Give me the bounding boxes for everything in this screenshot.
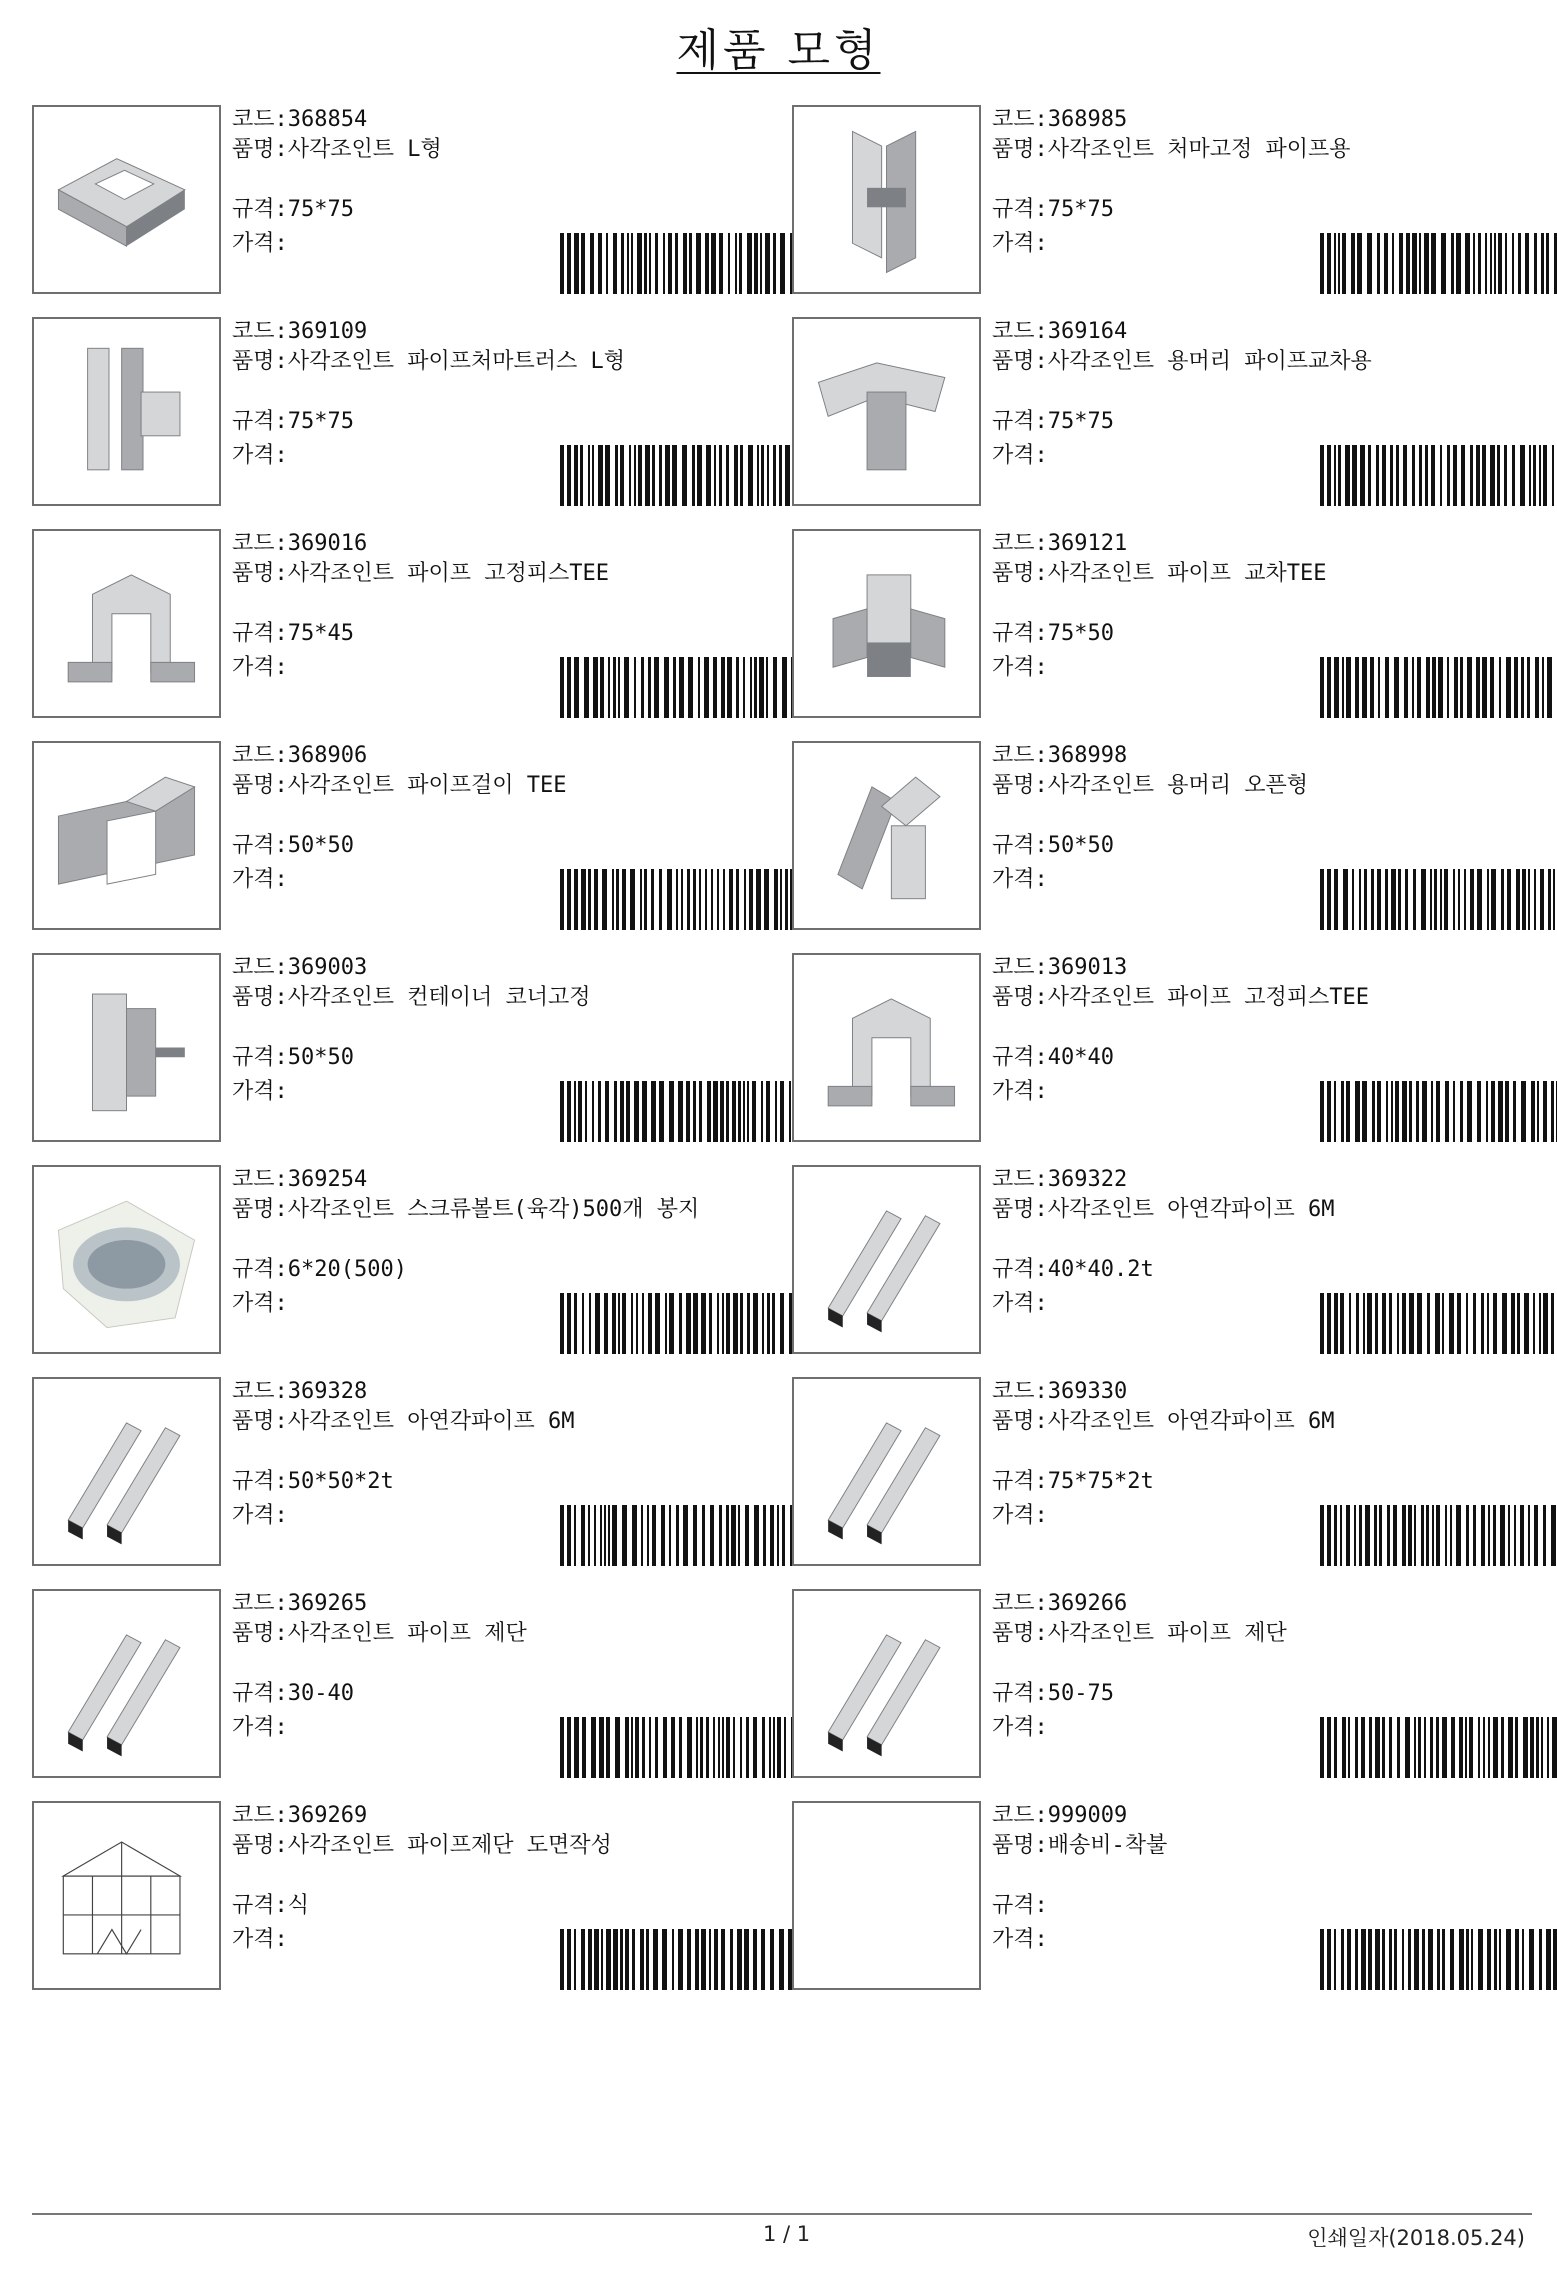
product-image — [792, 105, 981, 294]
product-info — [232, 1377, 787, 1566]
product-info — [232, 1801, 787, 1990]
price-line — [992, 441, 1048, 471]
product-info — [992, 1589, 1547, 1778]
product-card — [792, 105, 1532, 317]
price-line — [992, 229, 1048, 259]
product-name: 사각조인트 아연각파이프 6M — [287, 1409, 575, 1434]
code-line — [992, 1377, 1127, 1407]
name-line — [992, 1407, 1335, 1437]
product-card — [792, 741, 1532, 953]
product-code: 369254 — [287, 1167, 368, 1192]
name-line — [232, 347, 625, 377]
barcode — [1320, 1717, 1557, 1778]
product-card — [32, 741, 792, 953]
product-name: 사각조인트 처마고정 파이프용 — [1047, 137, 1351, 162]
square-pipe-icon — [39, 1384, 214, 1559]
product-card — [32, 1589, 792, 1801]
product-spec: 40*40 — [1047, 1045, 1114, 1070]
product-code: 368985 — [1047, 107, 1128, 132]
product-card — [32, 1377, 792, 1589]
print-date: 인쇄일자(2018.05.24) — [1307, 2226, 1525, 2250]
code-label: 코드: — [232, 531, 288, 556]
name-label: 품명: — [232, 1197, 288, 1222]
spec-line — [992, 1467, 1154, 1497]
price-label: 가격: — [992, 443, 1048, 468]
code-line — [992, 1801, 1127, 1831]
product-image — [792, 1589, 981, 1778]
square-pipe-icon — [39, 1596, 214, 1771]
code-label: 코드: — [232, 955, 288, 980]
name-label: 품명: — [232, 1409, 288, 1434]
barcode — [560, 657, 810, 718]
spec-line — [992, 407, 1114, 437]
spec-label: 규격: — [232, 197, 288, 222]
product-code: 368906 — [287, 743, 368, 768]
name-line — [992, 1195, 1335, 1225]
price-label: 가격: — [992, 867, 1048, 892]
spec-label: 규격: — [992, 1257, 1048, 1282]
spec-line — [232, 831, 354, 861]
l-bracket-icon — [39, 324, 214, 499]
code-line — [232, 1801, 367, 1831]
name-line — [232, 1831, 612, 1861]
price-line — [232, 229, 288, 259]
square-pipe-icon — [799, 1384, 974, 1559]
barcode — [1320, 233, 1557, 294]
price-line — [992, 1713, 1048, 1743]
name-label: 품명: — [992, 349, 1048, 374]
code-label: 코드: — [992, 743, 1048, 768]
product-card — [792, 1801, 1532, 2013]
product-name: 사각조인트 파이프 교차TEE — [1047, 561, 1327, 586]
page-number: 1 / 1 — [763, 2222, 811, 2246]
product-code: 368998 — [1047, 743, 1128, 768]
name-line — [992, 559, 1327, 589]
code-line — [232, 1165, 367, 1195]
spec-line — [992, 1891, 1048, 1921]
product-name: 사각조인트 파이프제단 도면작성 — [287, 1833, 612, 1858]
spec-line — [992, 1255, 1154, 1285]
name-label: 품명: — [232, 1621, 288, 1646]
product-spec: 75*75 — [287, 197, 354, 222]
price-line — [232, 441, 288, 471]
product-spec: 75*45 — [287, 621, 354, 646]
open-ridge-icon — [799, 748, 974, 923]
product-card — [792, 1165, 1532, 1377]
spec-label: 규격: — [992, 621, 1048, 646]
spec-line — [232, 1467, 394, 1497]
product-name: 배송비-착불 — [1047, 1833, 1168, 1858]
price-line — [992, 653, 1048, 683]
spec-line — [232, 407, 354, 437]
price-line — [232, 1925, 288, 1955]
barcode — [1320, 1505, 1557, 1566]
product-info — [232, 1589, 787, 1778]
spec-line — [992, 1679, 1114, 1709]
name-label: 품명: — [232, 773, 288, 798]
code-label: 코드: — [232, 319, 288, 344]
screw-bag-icon — [39, 1172, 214, 1347]
barcode — [560, 233, 810, 294]
spec-label: 규격: — [992, 833, 1048, 858]
name-label: 품명: — [992, 137, 1048, 162]
cross-tee-icon — [799, 536, 974, 711]
barcode — [560, 869, 810, 930]
product-name: 사각조인트 스크류볼트(육각)500개 봉지 — [287, 1197, 700, 1222]
code-label: 코드: — [232, 1591, 288, 1616]
spec-line — [992, 1043, 1114, 1073]
price-label: 가격: — [232, 231, 288, 256]
product-card — [32, 1165, 792, 1377]
product-image — [792, 741, 981, 930]
product-name: 사각조인트 파이프 제단 — [1047, 1621, 1287, 1646]
name-label: 품명: — [992, 1833, 1048, 1858]
name-line — [232, 135, 442, 165]
barcode — [1320, 869, 1557, 930]
code-line — [232, 105, 367, 135]
barcode — [560, 1929, 810, 1990]
product-name: 사각조인트 용머리 파이프교차용 — [1047, 349, 1372, 374]
product-image — [32, 1801, 221, 1990]
product-image — [32, 1377, 221, 1566]
barcode — [560, 1717, 810, 1778]
product-code: 369328 — [287, 1379, 368, 1404]
product-card — [792, 529, 1532, 741]
product-card — [792, 1377, 1532, 1589]
product-info — [232, 105, 787, 294]
price-line — [992, 1289, 1048, 1319]
spec-label: 규격: — [992, 1681, 1048, 1706]
code-label: 코드: — [992, 319, 1048, 344]
code-label: 코드: — [992, 1379, 1048, 1404]
spec-line — [232, 1679, 354, 1709]
name-line — [232, 983, 591, 1013]
product-code: 369013 — [1047, 955, 1128, 980]
product-code: 369265 — [287, 1591, 368, 1616]
product-name: 사각조인트 파이프 고정피스TEE — [1047, 985, 1370, 1010]
name-line — [992, 135, 1351, 165]
product-info — [992, 317, 1547, 506]
code-line — [992, 1589, 1127, 1619]
code-label: 코드: — [992, 955, 1048, 980]
spec-line — [232, 1043, 354, 1073]
product-image — [32, 317, 221, 506]
product-name: 사각조인트 파이프 제단 — [287, 1621, 527, 1646]
u-bracket-icon — [39, 536, 214, 711]
page-title: 제품 모형 — [676, 25, 881, 76]
code-line — [232, 529, 367, 559]
product-spec: 식 — [287, 1893, 310, 1918]
product-info — [992, 1801, 1547, 1990]
price-line — [232, 1501, 288, 1531]
price-label: 가격: — [232, 1715, 288, 1740]
spec-label: 규격: — [232, 1681, 288, 1706]
spec-label: 규격: — [992, 409, 1048, 434]
product-image — [792, 1377, 981, 1566]
name-label: 품명: — [992, 985, 1048, 1010]
name-label: 품명: — [992, 773, 1048, 798]
spec-label: 규격: — [992, 1893, 1048, 1918]
product-card — [32, 317, 792, 529]
product-info — [232, 741, 787, 930]
saddle-bracket-icon — [39, 748, 214, 923]
product-info — [992, 741, 1547, 930]
price-line — [992, 1077, 1048, 1107]
product-code: 369322 — [1047, 1167, 1128, 1192]
name-label: 품명: — [232, 985, 288, 1010]
frame-drawing-icon — [39, 1808, 214, 1983]
code-label: 코드: — [992, 107, 1048, 132]
product-spec: 75*75*2t — [1047, 1469, 1154, 1494]
product-spec: 50*50 — [287, 1045, 354, 1070]
product-card — [792, 953, 1532, 1165]
code-line — [232, 741, 367, 771]
product-spec: 30-40 — [287, 1681, 354, 1706]
product-code: 369164 — [1047, 319, 1128, 344]
name-line — [992, 771, 1308, 801]
price-line — [992, 1925, 1048, 1955]
spec-label: 규격: — [232, 1257, 288, 1282]
code-label: 코드: — [992, 531, 1048, 556]
name-line — [992, 347, 1372, 377]
product-name: 사각조인트 파이프걸이 TEE — [287, 773, 567, 798]
corner-bracket-icon — [39, 960, 214, 1135]
code-line — [232, 1377, 367, 1407]
code-line — [232, 317, 367, 347]
product-info — [992, 1165, 1547, 1354]
name-line — [232, 1619, 527, 1649]
price-label: 가격: — [992, 231, 1048, 256]
code-line — [232, 1589, 367, 1619]
product-code: 368854 — [287, 107, 368, 132]
price-label: 가격: — [232, 1079, 288, 1104]
spec-label: 규격: — [232, 1893, 288, 1918]
product-image — [792, 953, 981, 1142]
product-image — [792, 1165, 981, 1354]
empty-thumbnail — [799, 1808, 974, 1983]
product-spec: 75*50 — [1047, 621, 1114, 646]
code-line — [992, 529, 1127, 559]
product-image — [792, 317, 981, 506]
code-label: 코드: — [992, 1167, 1048, 1192]
barcode — [560, 1081, 810, 1142]
u-bracket-icon — [799, 960, 974, 1135]
spec-line — [232, 619, 354, 649]
name-line — [992, 1831, 1167, 1861]
name-line — [232, 771, 567, 801]
product-spec: 75*75 — [287, 409, 354, 434]
price-label: 가격: — [232, 1927, 288, 1952]
product-image — [32, 1589, 221, 1778]
spec-line — [232, 1255, 407, 1285]
code-label: 코드: — [232, 1379, 288, 1404]
name-label: 품명: — [992, 1621, 1048, 1646]
product-spec: 40*40.2t — [1047, 1257, 1154, 1282]
price-line — [232, 865, 288, 895]
code-line — [992, 741, 1127, 771]
product-card — [32, 1801, 792, 2013]
product-code: 369266 — [1047, 1591, 1128, 1616]
name-label: 품명: — [992, 1409, 1048, 1434]
product-card — [32, 105, 792, 317]
product-info — [232, 317, 787, 506]
product-image — [32, 529, 221, 718]
product-name: 사각조인트 용머리 오픈형 — [1047, 773, 1309, 798]
code-line — [992, 317, 1127, 347]
barcode — [560, 445, 810, 506]
product-image — [32, 105, 221, 294]
spec-line — [232, 195, 354, 225]
product-code: 369269 — [287, 1803, 368, 1828]
name-label: 품명: — [232, 561, 288, 586]
product-card — [792, 1589, 1532, 1801]
spec-label: 규격: — [232, 833, 288, 858]
name-label: 품명: — [992, 1197, 1048, 1222]
product-spec: 50-75 — [1047, 1681, 1114, 1706]
spec-line — [992, 831, 1114, 861]
price-line — [232, 1713, 288, 1743]
product-spec: 50*50*2t — [287, 1469, 394, 1494]
product-spec: 75*75 — [1047, 197, 1114, 222]
price-label: 가격: — [232, 443, 288, 468]
name-label: 품명: — [232, 349, 288, 374]
product-card — [792, 317, 1532, 529]
product-spec: 50*50 — [1047, 833, 1114, 858]
spec-label: 규격: — [232, 621, 288, 646]
code-label: 코드: — [232, 1167, 288, 1192]
product-spec: 75*75 — [1047, 409, 1114, 434]
product-code: 369121 — [1047, 531, 1128, 556]
product-name: 사각조인트 파이프 고정피스TEE — [287, 561, 610, 586]
price-label: 가격: — [992, 1503, 1048, 1528]
spec-label: 규격: — [992, 197, 1048, 222]
price-label: 가격: — [992, 655, 1048, 680]
barcode — [1320, 1929, 1557, 1990]
square-pipe-icon — [799, 1172, 974, 1347]
product-image — [792, 529, 981, 718]
product-spec: 6*20(500) — [287, 1257, 407, 1282]
barcode — [1320, 445, 1557, 506]
spec-line — [992, 195, 1114, 225]
product-info — [992, 953, 1547, 1142]
spec-label: 규격: — [992, 1045, 1048, 1070]
product-code: 369330 — [1047, 1379, 1128, 1404]
product-code: 369003 — [287, 955, 368, 980]
h-bracket-icon — [799, 112, 974, 287]
price-label: 가격: — [992, 1715, 1048, 1740]
code-label: 코드: — [232, 107, 288, 132]
barcode — [560, 1505, 810, 1566]
square-joint-l-icon — [39, 112, 214, 287]
product-info — [992, 529, 1547, 718]
price-label: 가격: — [992, 1079, 1048, 1104]
product-name: 사각조인트 아연각파이프 6M — [1047, 1197, 1335, 1222]
name-label: 품명: — [992, 561, 1048, 586]
product-code: 999009 — [1047, 1803, 1128, 1828]
name-label: 품명: — [232, 1833, 288, 1858]
product-image — [32, 1165, 221, 1354]
code-line — [992, 105, 1127, 135]
product-info — [232, 953, 787, 1142]
price-line — [232, 653, 288, 683]
square-pipe-icon — [799, 1596, 974, 1771]
product-name: 사각조인트 아연각파이프 6M — [1047, 1409, 1335, 1434]
product-info — [992, 1377, 1547, 1566]
product-image — [792, 1801, 981, 1990]
price-label: 가격: — [992, 1291, 1048, 1316]
product-image — [32, 953, 221, 1142]
name-line — [232, 1407, 575, 1437]
price-label: 가격: — [232, 1291, 288, 1316]
product-info — [232, 529, 787, 718]
code-label: 코드: — [232, 1803, 288, 1828]
code-line — [232, 953, 367, 983]
spec-line — [232, 1891, 309, 1921]
product-code: 369109 — [287, 319, 368, 344]
price-line — [232, 1289, 288, 1319]
price-label: 가격: — [232, 867, 288, 892]
ridge-bracket-icon — [799, 324, 974, 499]
barcode — [1320, 1081, 1557, 1142]
spec-label: 규격: — [232, 1469, 288, 1494]
name-label: 품명: — [232, 137, 288, 162]
code-line — [992, 1165, 1127, 1195]
name-line — [232, 559, 609, 589]
code-label: 코드: — [232, 743, 288, 768]
barcode — [560, 1293, 810, 1354]
product-name: 사각조인트 파이프처마트러스 L형 — [287, 349, 626, 374]
name-line — [232, 1195, 699, 1225]
spec-line — [992, 619, 1114, 649]
product-image — [32, 741, 221, 930]
price-label: 가격: — [232, 1503, 288, 1528]
product-code: 369016 — [287, 531, 368, 556]
price-label: 가격: — [232, 655, 288, 680]
name-line — [992, 983, 1369, 1013]
product-spec: 50*50 — [287, 833, 354, 858]
product-info — [992, 105, 1547, 294]
spec-label: 규격: — [232, 409, 288, 434]
product-grid — [32, 105, 1532, 2013]
code-line — [992, 953, 1127, 983]
price-line — [992, 1501, 1048, 1531]
spec-label: 규격: — [232, 1045, 288, 1070]
name-line — [992, 1619, 1287, 1649]
footer-divider — [32, 2213, 1532, 2215]
product-card — [32, 953, 792, 1165]
product-info — [232, 1165, 787, 1354]
product-name: 사각조인트 L형 — [287, 137, 442, 162]
price-line — [232, 1077, 288, 1107]
price-line — [992, 865, 1048, 895]
code-label: 코드: — [992, 1803, 1048, 1828]
barcode — [1320, 1293, 1557, 1354]
spec-label: 규격: — [992, 1469, 1048, 1494]
price-label: 가격: — [992, 1927, 1048, 1952]
product-name: 사각조인트 컨테이너 코너고정 — [287, 985, 591, 1010]
code-label: 코드: — [992, 1591, 1048, 1616]
barcode — [1320, 657, 1557, 718]
product-card — [32, 529, 792, 741]
